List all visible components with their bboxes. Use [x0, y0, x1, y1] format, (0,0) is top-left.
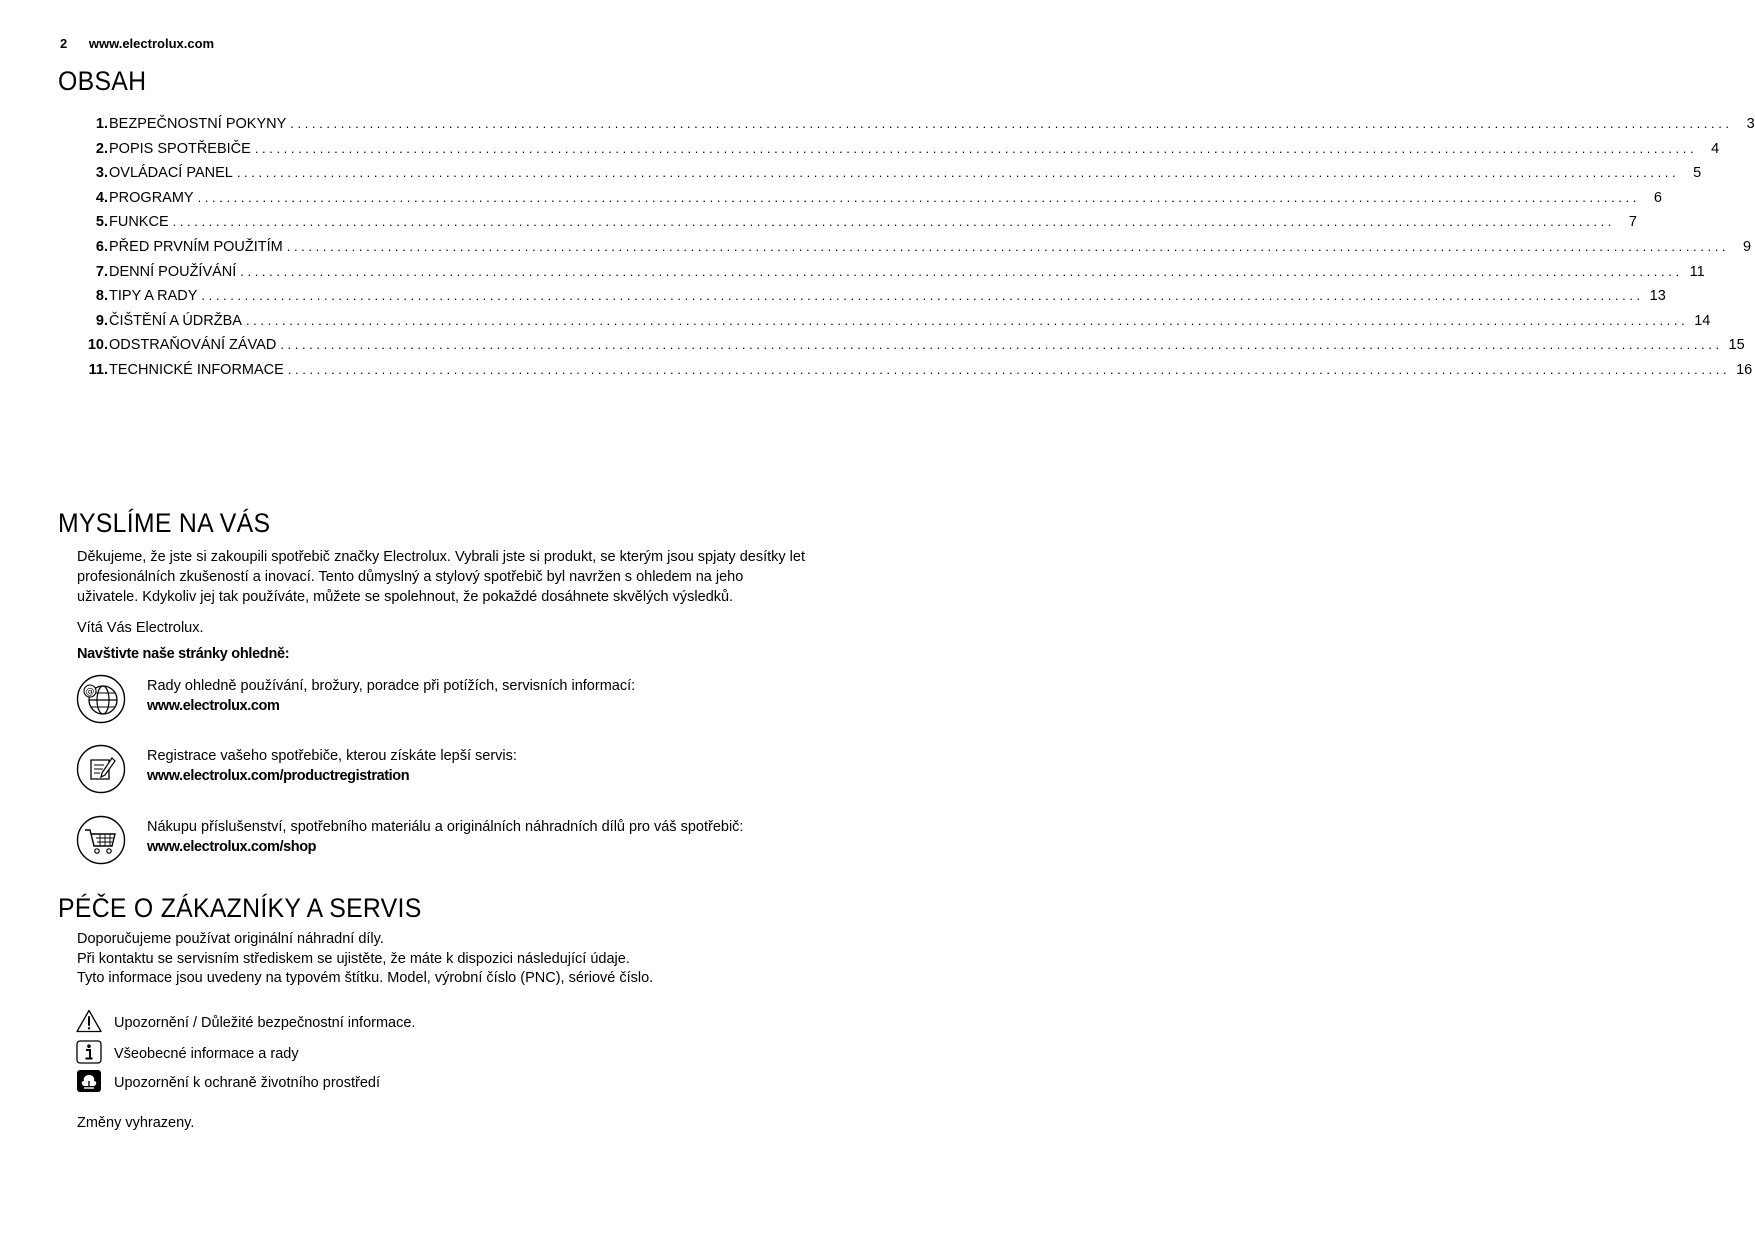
- toc-item-title: TECHNICKÉ INFORMACE: [109, 361, 284, 378]
- toc-leader-dots: ........................................................................................................................................................................................................: [201, 288, 1644, 304]
- toc-item-title: TIPY A RADY: [109, 288, 198, 305]
- care-line: Při kontaktu se servisním střediskem se ujistěte, že máte k dispozici následující údaje.: [77, 950, 630, 967]
- toc-item-title: PŘED PRVNÍM POUŽITÍM: [109, 238, 283, 255]
- toc-item-number: 1.: [95, 116, 108, 132]
- legend-text: Upozornění k ochraně životního prostředí: [114, 1075, 380, 1091]
- visit-description: Registrace vašeho spotřebiče, kterou získáte lepší servis:: [147, 748, 517, 764]
- toc-item-number: 5.: [95, 214, 108, 231]
- toc-item-number: 7.: [95, 263, 108, 280]
- toc-item-number: 11.: [88, 361, 108, 378]
- globe-icon: [76, 674, 126, 724]
- page-header: [60, 36, 214, 51]
- legend-text: Upozornění / Důležité bezpečnostní informace.: [114, 1015, 416, 1031]
- toc-title: OBSAH: [58, 66, 147, 96]
- toc-item-number: 8.: [95, 288, 108, 305]
- toc-leader-dots: ........................................................................................................................................................................................................: [245, 312, 1689, 328]
- table-of-contents: [78, 116, 1755, 387]
- section-title-care: PÉČE O ZÁKAZNÍKY A SERVIS: [58, 893, 422, 923]
- toc-item-title: POPIS SPOTŘEBIČE: [109, 140, 251, 157]
- header-website[interactable]: www.electrolux.com: [88, 36, 215, 51]
- toc-item-number: 4.: [95, 189, 108, 206]
- toc-item[interactable]: [78, 214, 1637, 239]
- toc-item-page: 14: [1694, 312, 1711, 329]
- toc-item-page: 13: [1649, 288, 1666, 305]
- visit-row-shop: [76, 815, 836, 871]
- welcome-text: Vítá Vás Electrolux.: [77, 620, 204, 636]
- registration-icon: [76, 744, 126, 794]
- toc-item-page: 4: [1711, 140, 1720, 157]
- toc-item-page: 16: [1736, 361, 1753, 378]
- visit-link[interactable]: www.electrolux.com/shop: [147, 839, 317, 855]
- toc-item[interactable]: [78, 165, 1702, 190]
- care-line: Doporučujeme používat originální náhradní díly.: [77, 931, 384, 947]
- toc-item-number: 3.: [95, 165, 108, 182]
- intro-line: Děkujeme, že jste si zakoupili spotřebič značky Electrolux. Vybrali jste si produkt, se kterým jsou spjaty desítky let: [77, 549, 805, 565]
- toc-item[interactable]: [78, 140, 1720, 166]
- warning-icon: [76, 1009, 102, 1033]
- visit-heading: Navštivte naše stránky ohledně:: [77, 646, 290, 662]
- care-line: Tyto informace jsou uvedeny na typovém štítku. Model, výrobní číslo (PNC), sériové číslo.: [77, 970, 654, 986]
- visit-row-support: [76, 674, 836, 730]
- visit-description: Nákupu příslušenství, spotřebního materiálu a originálních náhradních dílů pro váš spotřebič:: [147, 819, 744, 835]
- intro-line: uživatele. Kdykoliv jej tak používáte, můžete se spolehnout, že pokaždé dosáhnete skvělých výsledků.: [77, 589, 734, 605]
- toc-leader-dots: ........................................................................................................................................................................................................: [287, 361, 1731, 377]
- toc-item-page: 7: [1628, 214, 1637, 231]
- toc-leader-dots: ........................................................................................................................................................................................................: [197, 189, 1640, 205]
- toc-leader-dots: ........................................................................................................................................................................................................: [286, 238, 1730, 254]
- toc-item[interactable]: [78, 189, 1662, 215]
- toc-item[interactable]: [78, 263, 1705, 289]
- toc-item-number: 10.: [87, 337, 108, 354]
- environment-icon: [76, 1069, 102, 1093]
- toc-item-page: 15: [1728, 337, 1745, 354]
- toc-leader-dots: ........................................................................................................................................................................................................: [172, 214, 1615, 230]
- toc-item-title: BEZPEČNOSTNÍ POKYNY: [109, 116, 287, 132]
- toc-item-title: ČIŠTĚNÍ A ÚDRŽBA: [109, 312, 242, 329]
- toc-item-title: DENNÍ POUŽÍVÁNÍ: [109, 263, 237, 280]
- legend-text: Všeobecné informace a rady: [114, 1046, 299, 1062]
- shopping-cart-icon: [76, 815, 126, 865]
- toc-item[interactable]: [78, 238, 1752, 264]
- toc-item-page: 5: [1693, 165, 1702, 182]
- toc-item-page: 9: [1743, 238, 1752, 255]
- toc-leader-dots: ........................................................................................................................................................................................................: [280, 337, 1723, 353]
- toc-item[interactable]: [78, 116, 1755, 141]
- visit-link[interactable]: www.electrolux.com: [147, 698, 280, 714]
- section-title-thinking: MYSLÍME NA VÁS: [58, 508, 271, 538]
- toc-item-number: 2.: [95, 140, 108, 157]
- toc-item-page: 3: [1746, 116, 1755, 132]
- visit-link[interactable]: www.electrolux.com/productregistration: [147, 768, 410, 784]
- info-icon: [76, 1040, 102, 1064]
- toc-item-number: 9.: [95, 312, 108, 329]
- toc-item[interactable]: [78, 361, 1753, 387]
- toc-item-title: PROGRAMY: [109, 189, 194, 206]
- toc-leader-dots: ........................................................................................................................................................................................................: [254, 140, 1698, 156]
- toc-item-page: 6: [1653, 189, 1662, 206]
- visit-description: Rady ohledně používání, brožury, poradce při potížích, servisních informací:: [147, 678, 636, 694]
- visit-row-registration: [76, 744, 836, 800]
- toc-item-number: 6.: [95, 238, 108, 255]
- care-paragraph: [77, 930, 653, 989]
- page-number: 2: [60, 36, 68, 51]
- toc-item[interactable]: [78, 337, 1745, 362]
- toc-item-title: ODSTRAŇOVÁNÍ ZÁVAD: [109, 337, 277, 354]
- toc-item-title: FUNKCE: [109, 214, 169, 231]
- toc-leader-dots: ........................................................................................................................................................................................................: [290, 116, 1733, 131]
- toc-item[interactable]: [78, 288, 1666, 313]
- intro-paragraph: [77, 547, 837, 607]
- intro-line: profesionálních zkušeností a inovací. Tento důmyslný a stylový spotřebič byl navržen s ohledem na jeho: [77, 569, 744, 585]
- toc-item-page: 11: [1689, 263, 1705, 280]
- closing-note: Změny vyhrazeny.: [77, 1115, 195, 1131]
- svg-text:@: @: [85, 687, 95, 697]
- toc-leader-dots: ........................................................................................................................................................................................................: [240, 263, 1683, 279]
- toc-leader-dots: ........................................................................................................................................................................................................: [236, 165, 1680, 181]
- toc-item-title: OVLÁDACÍ PANEL: [109, 165, 233, 182]
- toc-item[interactable]: [78, 312, 1711, 338]
